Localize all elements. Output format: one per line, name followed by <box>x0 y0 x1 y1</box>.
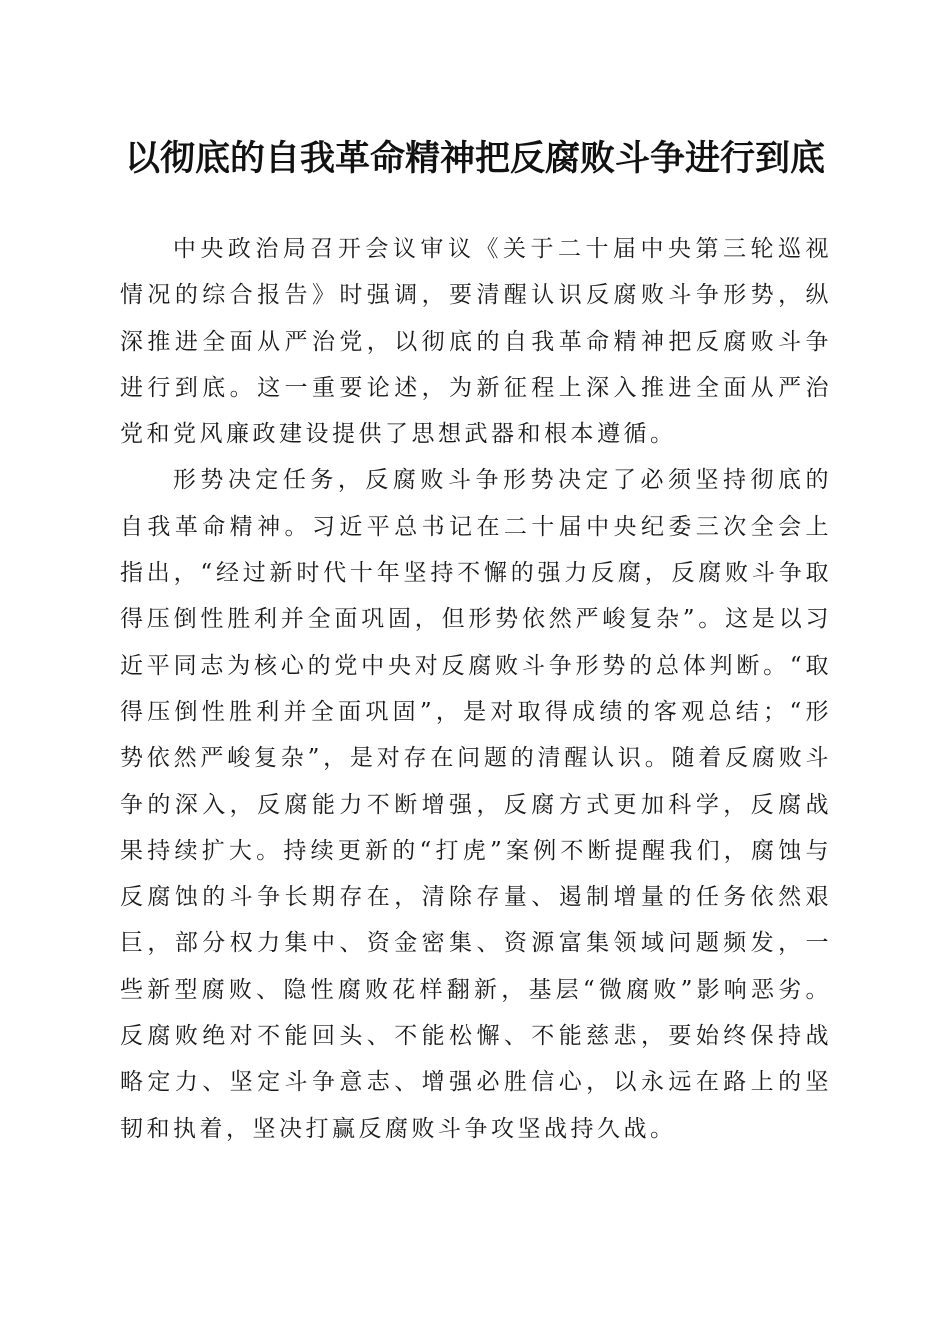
paragraph-1: 中央政治局召开会议审议《关于二十届中央第三轮巡视情况的综合报告》时强调，要清醒认识反腐败斗争形势，纵深推进全面从严治党，以彻底的自我革命精神把反腐败斗争进行到底。这一重要论述，为新征程上深入推进全面从严治党和党风廉政建设提供了思想武器和根本遵循。 <box>120 236 832 448</box>
paragraph-2: 形势决定任务，反腐败斗争形势决定了必须坚持彻底的自我革命精神。习近平总书记在二十届中央纪委三次全会上指出，“经过新时代十年坚持不懈的强力反腐，反腐败斗争取得压倒性胜利并全面巩固，但形势依然严峻复杂”。这是以习近平同志为核心的党中央对反腐败斗争形势的总体判断。“取得压倒性胜利并全面巩固”，是对取得成绩的客观总结；“形势依然严峻复杂”，是对存在问题的清醒认识。随着反腐败斗争的深入，反腐能力不断增强，反腐方式更加科学，反腐战果持续扩大。持续更新的“打虎”案例不断提醒我们，腐蚀与反腐蚀的斗争长期存在，清除存量、遏制增量的任务依然艰巨，部分权力集中、资金密集、资源富集领域问题频发，一些新型腐败、隐性腐败花样翻新，基层“微腐败”影响恶劣。反腐败绝对不能回头、不能松懈、不能慈悲，要始终保持战略定力、坚定斗争意志、增强必胜信心，以永远在路上的坚韧和执着，坚决打赢反腐败斗争攻坚战持久战。 <box>120 467 832 1142</box>
document-body <box>120 226 832 1152</box>
document-title: 以彻底的自我革命精神把反腐败斗争进行到底 <box>124 138 825 179</box>
